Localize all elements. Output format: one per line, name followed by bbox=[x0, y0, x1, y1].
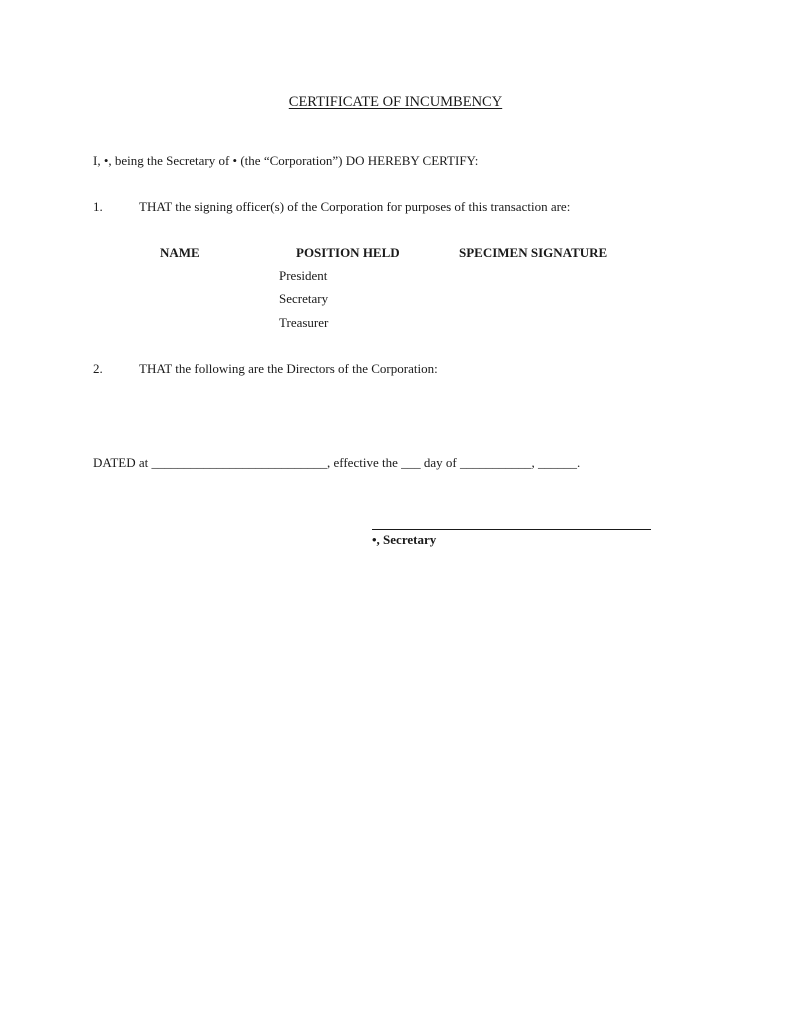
section-2-number: 2. bbox=[93, 361, 103, 376]
document-title: CERTIFICATE OF INCUMBENCY bbox=[288, 94, 503, 110]
signature-caption: •, Secretary bbox=[372, 532, 437, 547]
column-header-name: NAME bbox=[160, 245, 200, 260]
column-header-signature: SPECIMEN SIGNATURE bbox=[459, 245, 608, 260]
position-treasurer: Treasurer bbox=[279, 315, 329, 330]
section-1-text: THAT the signing officer(s) of the Corporation for purposes of this transaction are: bbox=[139, 199, 571, 214]
column-header-position: POSITION HELD bbox=[296, 245, 400, 260]
position-president: President bbox=[279, 268, 328, 283]
section-1-number: 1. bbox=[93, 199, 103, 214]
position-secretary: Secretary bbox=[279, 291, 329, 306]
intro-paragraph: I, •, being the Secretary of • (the “Corporation”) DO HEREBY CERTIFY: bbox=[93, 153, 479, 168]
signature-line bbox=[372, 529, 651, 530]
dated-line: DATED at ___________________________, effective the ___ day of ___________, ______. bbox=[93, 455, 581, 470]
section-2-text: THAT the following are the Directors of the Corporation: bbox=[139, 361, 438, 376]
